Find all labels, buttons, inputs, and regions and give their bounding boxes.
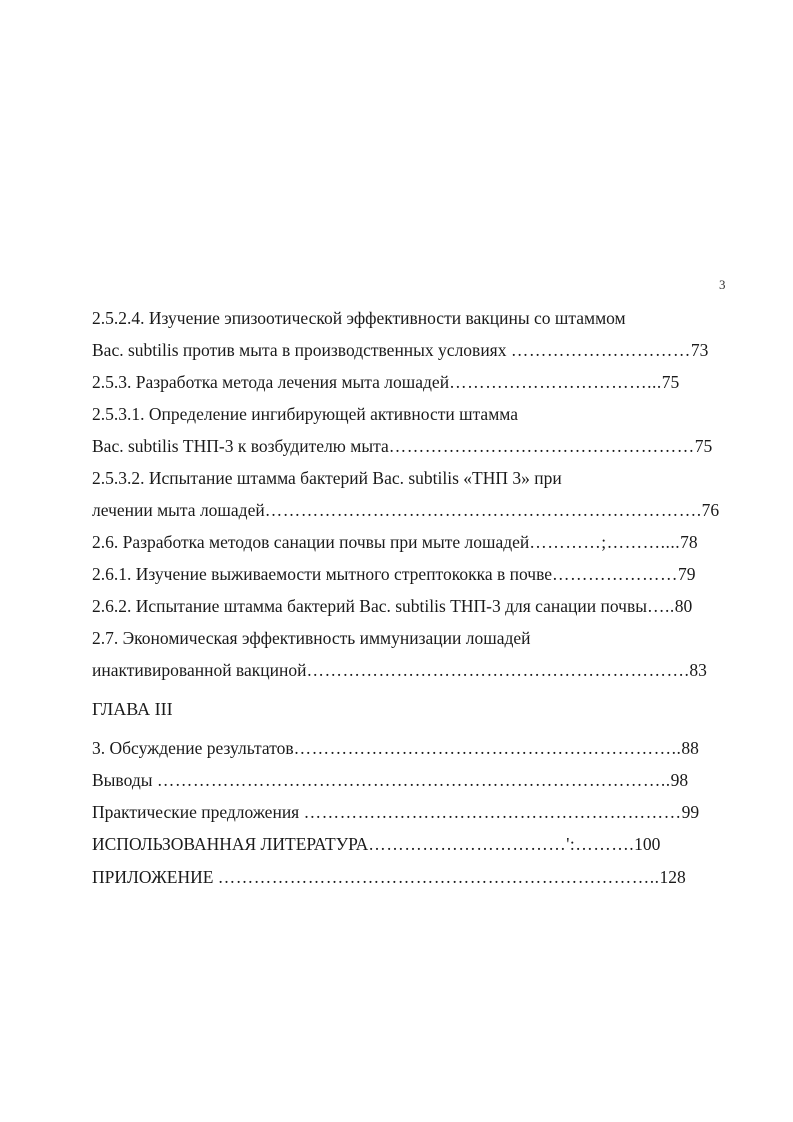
toc-entry xyxy=(92,801,699,823)
toc-entry-title: 2.7. Экономическая эффективность иммунизации лошадей xyxy=(92,628,531,648)
toc-entry-leader: ………………………………………………………………. xyxy=(264,500,702,520)
toc-entry-page: 75 xyxy=(661,372,680,392)
toc-entry-title: 2.5.3.2. Испытание штамма бактерий Bac. subtilis «ТНП 3» при xyxy=(92,468,562,488)
toc-entry-leader: …………;……….... xyxy=(529,532,681,552)
toc-entry xyxy=(92,659,707,681)
toc-entry-title: ИСПОЛЬЗОВАННАЯ ЛИТЕРАТУРА xyxy=(92,834,369,854)
toc-entry xyxy=(92,769,688,791)
toc-entry-title: Практические предложения xyxy=(92,802,304,822)
toc-entry-title: 2.6.1. Изучение выживаемости мытного стрептококка в почве xyxy=(92,564,552,584)
toc-entry xyxy=(92,467,562,489)
toc-entry-page: 99 xyxy=(681,802,700,822)
toc-entry xyxy=(92,307,626,329)
toc-entry-leader: ….. xyxy=(646,596,675,616)
toc-entry xyxy=(92,866,686,888)
toc-entry xyxy=(92,737,699,759)
toc-entry xyxy=(92,563,696,585)
toc-entry xyxy=(92,371,679,393)
toc-entry xyxy=(92,531,698,553)
toc-entry-page: 83 xyxy=(689,660,707,680)
toc-entry-title: 2.5.3. Разработка метода лечения мыта лошадей xyxy=(92,372,450,392)
toc-entry xyxy=(92,435,712,457)
toc-entry xyxy=(92,339,708,361)
toc-entry-title: Выводы xyxy=(92,770,157,790)
toc-entry-leader: ………………………… xyxy=(510,340,691,360)
toc-entry xyxy=(92,627,531,649)
toc-entry xyxy=(92,833,660,855)
toc-entry-title: 2.6.2. Испытание штамма бактерий Bac. subtilis ТНП-3 для санации почвы xyxy=(92,596,647,616)
toc-entry-title: ГЛАВА III xyxy=(92,699,173,719)
toc-entry-leader: ……………………………………………………….. xyxy=(293,738,682,758)
toc-entry xyxy=(92,698,173,720)
page-number: 3 xyxy=(719,277,726,292)
toc-entry-title: 2.5.2.4. Изучение эпизоотической эффективности вакцины со штаммом xyxy=(92,308,626,328)
toc-entry-page: 78 xyxy=(680,532,698,552)
toc-entry-page: 80 xyxy=(674,596,693,616)
toc-entry-leader: …………………………………………… xyxy=(388,436,695,456)
toc-entry xyxy=(92,499,719,521)
toc-entry xyxy=(92,595,692,617)
toc-entry-page: 76 xyxy=(701,500,720,520)
toc-entry-leader: ……………………………………………………………….. xyxy=(217,867,660,887)
toc-entry-title: 2.6. Разработка методов санации почвы при мыте лошадей xyxy=(92,532,530,552)
toc-entry-page: 88 xyxy=(681,738,699,758)
toc-entry-page: 79 xyxy=(678,564,696,584)
toc-entry-page: 75 xyxy=(694,436,713,456)
toc-entry-page: 98 xyxy=(670,770,689,790)
toc-entry-title: Bac. subtilis ТНП-3 к возбудителю мыта xyxy=(92,436,389,456)
toc-entry-page: 100 xyxy=(634,834,661,854)
toc-entry-page: 128 xyxy=(659,867,686,887)
toc-entry-page: 73 xyxy=(690,340,709,360)
toc-entry-title: ПРИЛОЖЕНИЕ xyxy=(92,867,218,887)
toc-entry-title: Bac. subtilis против мыта в производственных условиях xyxy=(92,340,511,360)
toc-entry-leader: ………………………………………………………………………….. xyxy=(156,770,671,790)
toc-entry-title: инактивированной вакциной xyxy=(92,660,307,680)
toc-entry-leader: ………………… xyxy=(552,564,678,584)
toc-entry-title: лечении мыта лошадей xyxy=(92,500,265,520)
toc-entry-leader: ……………………………... xyxy=(449,372,662,392)
toc-entry-leader: ……………………………………………………… xyxy=(303,802,682,822)
toc-entry-leader: ……………………………':………. xyxy=(368,834,635,854)
toc-entry-title: 2.5.3.1. Определение ингибирующей активности штамма xyxy=(92,404,518,424)
toc-entry xyxy=(92,403,518,425)
toc-entry-leader: ………………………………………………………. xyxy=(306,660,690,680)
toc-entry-title: 3. Обсуждение результатов xyxy=(92,738,294,758)
